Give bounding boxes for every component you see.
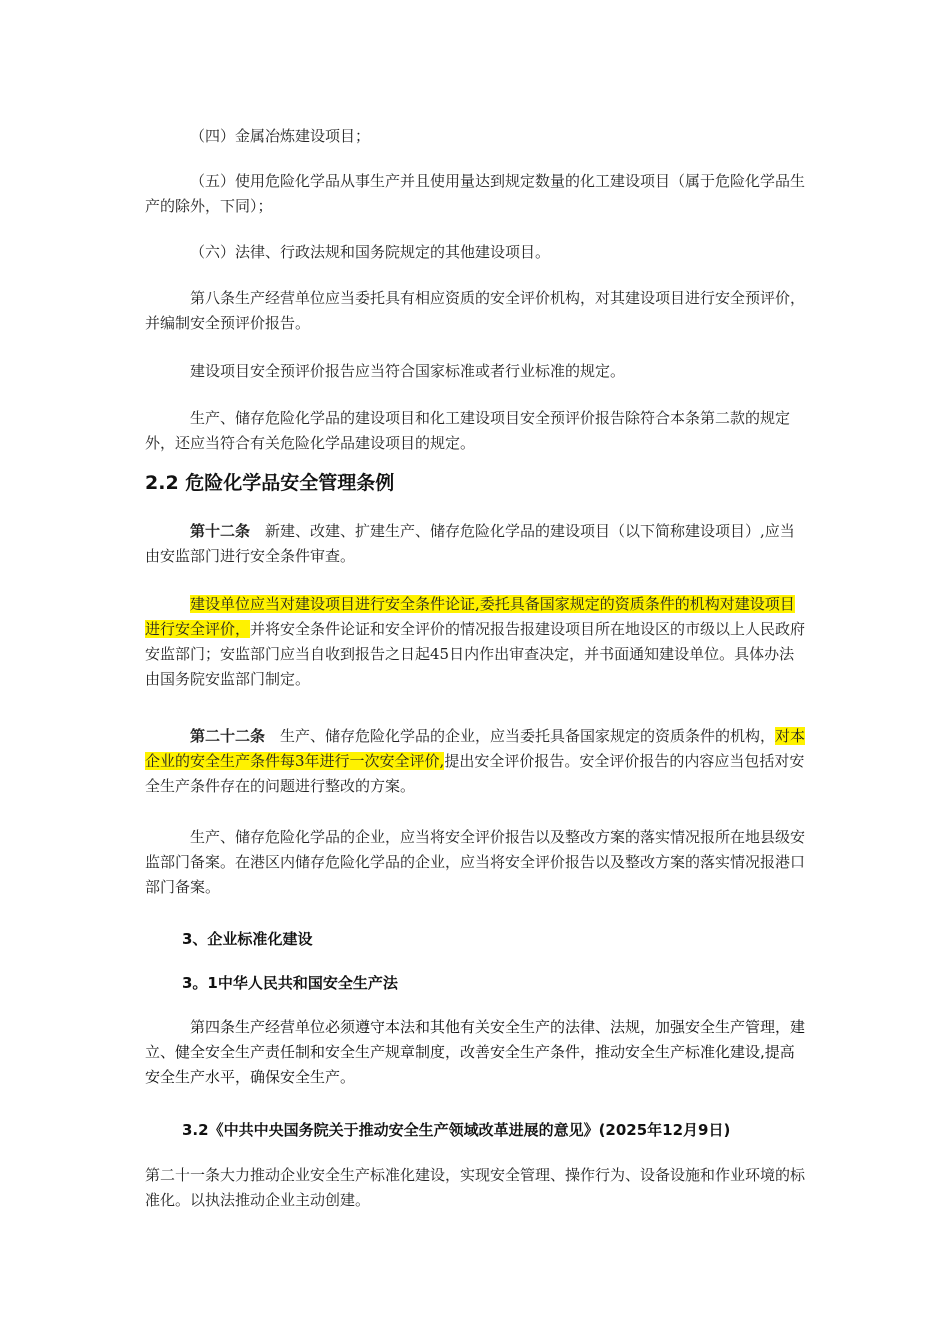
section-3-heading: 3、企业标准化建设 [182, 930, 313, 948]
article-12-highlighted-text: 建设单位应当对建设项目进行安全条件论证,委托具备国家规定的资质条件的机构对建设项目进行安全评价， [145, 595, 795, 638]
article-22-label: 第二十二条 [190, 727, 266, 745]
article-8-paragraph-2: 建设项目安全预评价报告应当符合国家标准或者行业标准的规定。 [190, 362, 626, 380]
item-4: （四）金属冶炼建设项目； [190, 127, 371, 145]
item-6: （六）法律、行政法规和国务院规定的其他建设项目。 [190, 243, 551, 261]
article-8-paragraph-1: 第八条生产经营单位应当委托具有相应资质的安全评价机构，对其建设项目进行安全预评价，并编制安全预评价报告。 [145, 289, 806, 332]
article-22-text-b: 提出安全评价报告。安全评价报告的内容应当包括对安全生产条件存在的问题进行整改的方案。 [145, 752, 805, 795]
article-4-paragraph: 第四条生产经营单位必须遵守本法和其他有关安全生产的法律、法规，加强安全生产管理，建立、健全安全生产责任制和安全生产规章制度，改善安全生产条件，推动安全生产标准化建设,提高安全生产水平，确保安全生产。 [145, 1018, 806, 1086]
article-12-paragraph-2 [145, 592, 807, 692]
section-3-1-heading: 3。1中华人民共和国安全生产法 [182, 974, 398, 992]
item-5: （五）使用危险化学品从事生产并且使用量达到规定数量的化工建设项目（属于危险化学品生产的除外，下同）； [145, 172, 806, 215]
article-12-paragraph-1 [145, 519, 807, 569]
section-2-2-heading: 2.2 危险化学品安全管理条例 [145, 472, 395, 494]
section-3-2-heading: 3.2《中共中央国务院关于推动安全生产领域改革进展的意见》(2025年12月9日) [182, 1121, 731, 1139]
article-22-highlighted-text: 对本企业的安全生产条件每3年进行一次安全评价, [145, 727, 806, 770]
article-12-label: 第十二条 [190, 522, 251, 540]
article-12-text: 新建、改建、扩建生产、储存危险化学品的建设项目（以下简称建设项目）,应当由安监部门进行安全条件审查。 [145, 522, 795, 565]
article-12-paragraph-2-rest: 并将安全条件论证和安全评价的情况报告报建设项目所在地设区的市级以上人民政府安监部门；安监部门应当自收到报告之日起45日内作出审查决定，并书面通知建设单位。具体办法由国务院安监部门制定。 [145, 620, 806, 688]
article-22-text-a: 生产、储存危险化学品的企业，应当委托具备国家规定的资质条件的机构， [280, 727, 776, 745]
article-8-paragraph-3: 生产、储存危险化学品的建设项目和化工建设项目安全预评价报告除符合本条第二款的规定外，还应当符合有关危险化学品建设项目的规定。 [145, 409, 791, 452]
article-21-paragraph: 第二十一条大力推动企业安全生产标准化建设，实现安全管理、操作行为、设备设施和作业环境的标准化。以执法推动企业主动创建。 [145, 1166, 806, 1209]
article-22-paragraph-2: 生产、储存危险化学品的企业，应当将安全评价报告以及整改方案的落实情况报所在地县级安监部门备案。在港区内储存危险化学品的企业，应当将安全评价报告以及整改方案的落实情况报港口部门备案。 [145, 828, 806, 896]
article-22-paragraph-1 [145, 724, 807, 799]
